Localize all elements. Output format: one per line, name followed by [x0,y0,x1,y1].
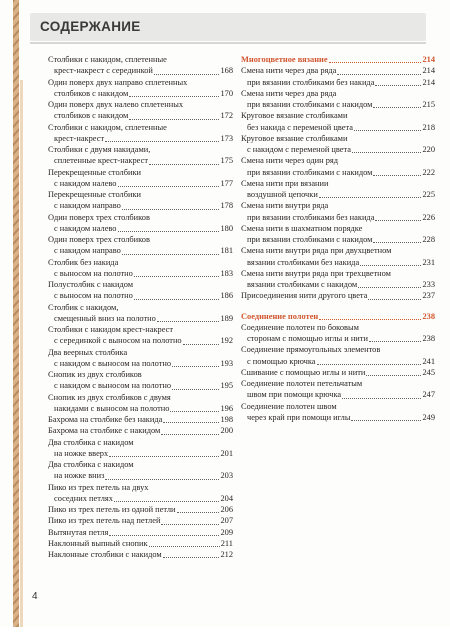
toc-page-number: 238 [422,311,435,321]
dot-leader [342,398,421,399]
toc-entry-title: накидами с выносом на полотно [54,403,170,413]
toc-entry[interactable] [48,538,233,549]
dot-leader [352,152,421,153]
dot-leader [118,231,220,232]
toc-page-number: 231 [422,257,435,267]
toc-entry-title: воздушной цепочки [247,190,318,199]
toc-entry[interactable] [48,425,233,436]
toc-entry-title: на ножке вверх [54,448,109,458]
dot-leader [161,434,219,435]
dot-leader [373,242,421,243]
toc-entry[interactable] [48,369,233,392]
toc-entry[interactable] [48,504,233,515]
toc-entry-title: с накидом направо [54,246,121,256]
dot-leader [337,74,421,75]
toc-entry-title: Наклонные столбики с накидом [48,550,162,559]
toc-entry-title: Соединение полотен по боковым [241,322,359,332]
dot-leader [161,524,219,525]
toc-entry[interactable] [241,223,435,246]
dot-leader [369,341,422,342]
toc-entry-title: Круговое вязание столбиками [241,133,348,143]
toc-page-number: 207 [220,516,233,526]
toc-entry[interactable] [48,77,233,100]
toc-entry[interactable] [48,392,233,415]
toc-entry[interactable] [241,155,435,178]
toc-entry-title: с накидом налево [54,178,117,188]
toc-entry-title: Смена нити внутри ряда при двухцветном [241,246,392,256]
toc-page-number: 222 [422,167,435,177]
toc-entry-title: Смена нити при вязании [241,178,329,188]
toc-entry[interactable] [241,344,435,367]
toc-entry[interactable] [48,302,233,325]
toc-entry-title: Смена нити через два ряда [241,88,337,98]
dot-leader [183,344,220,345]
toc-entry-title: Столбики с накидом, сплетенные [48,55,167,64]
dot-leader [149,164,219,165]
toc-entry[interactable] [241,401,435,424]
toc-page-number: 237 [422,291,435,301]
toc-entry[interactable] [48,515,233,526]
dot-leader [360,265,421,266]
dot-leader [351,420,421,421]
toc-entry-title: Один поверх двух налево сплетенных [48,100,184,109]
toc-entry-title: Соединение прямоугольных элементов [241,345,381,355]
toc-entry[interactable] [241,378,435,401]
toc-page-number: 196 [220,403,233,413]
toc-page-number: 195 [220,381,233,391]
toc-entry-title: Снопик из двух столбиков с двумя [48,392,171,402]
dot-leader [172,366,219,367]
toc-entry[interactable] [241,133,435,156]
toc-entry[interactable] [241,245,435,268]
dot-leader [373,107,421,108]
dot-leader [170,411,219,412]
toc-page-number: 247 [422,390,435,400]
dot-leader [109,535,219,536]
dot-leader [319,319,421,320]
toc-page-number: 193 [220,358,233,368]
toc-entry[interactable] [241,322,435,345]
toc-entry-title: Соединение полотен петельчатым [241,379,363,388]
toc-entry[interactable] [48,144,233,167]
toc-entry-title: с накидом с выносом на полотно [54,358,172,368]
toc-entry[interactable] [48,437,233,460]
toc-page-number: 178 [220,201,233,211]
toc-entry-title: Пико из трех петель на двух [48,482,149,492]
toc-entry-title: Столбики с двумя накидами, [48,145,151,154]
toc-entry[interactable] [48,414,233,425]
toc-entry-title: Полустолбик с накидом [48,280,134,289]
dot-leader [134,276,220,277]
toc-entry-title: Два столбика с накидом [48,460,134,469]
toc-entry[interactable] [48,527,233,538]
toc-page-number: 173 [220,133,233,143]
toc-page-number: 201 [220,448,233,458]
toc-entry[interactable] [241,268,435,291]
toc-entry-title: крест-накрест [54,133,105,143]
dot-leader [317,364,422,365]
toc-entry-title: Круговое вязание столбиками [241,111,348,121]
toc-entry-title: Снопик из двух столбиков [48,370,142,379]
toc-page-number: 214 [422,66,435,76]
toc-entry-title: Столбик с накидом, [48,302,119,312]
dot-leader [358,287,421,288]
dot-leader [114,501,220,502]
toc-page-number: 189 [220,313,233,323]
toc-entry[interactable] [241,290,435,301]
toc-page-number: 186 [220,291,233,301]
toc-section-entry[interactable] [241,54,435,65]
dot-leader [373,175,421,176]
toc-page-number: 220 [422,145,435,154]
dot-leader [109,456,219,457]
toc-page-number: 211 [220,538,233,548]
toc-page-number: 233 [422,280,435,289]
toc-entry[interactable] [241,88,435,111]
toc-entry-title: столбиков с накидом [54,111,129,121]
toc-entry-title: Соединение полотен [241,311,319,321]
toc-page-number: 172 [220,111,233,121]
toc-entry-title: Один поверх трех столбиков [48,212,150,222]
toc-entry-title: через край при помощи иглы [247,412,351,422]
toc-entry-title: Бахрома на столбике с накидом [48,426,161,436]
dot-leader [319,197,422,198]
toc-entry[interactable] [48,482,233,505]
toc-entry[interactable] [48,212,233,235]
toc-entry[interactable] [48,99,233,122]
toc-entry-title: при вязании столбиками с накидом [247,167,373,177]
toc-page-number: 214 [422,55,435,64]
toc-entry-title: сторонам с помощью иглы и нити [247,334,368,343]
toc-entry-title: Сшивание с помощью иглы и нити [241,367,366,377]
dot-leader [172,389,219,390]
toc-page-number: 214 [422,77,435,87]
toc-left-column [48,54,233,560]
toc-entry-title: Столбик без накида [48,257,119,267]
toc-page-number: 204 [220,493,233,503]
dot-leader [157,321,220,322]
toc-page-number: 192 [220,336,233,346]
toc-entry-title: с накидом направо [54,201,121,211]
toc-entry-title: Один поверх двух направо сплетенных [48,77,188,87]
toc-page-number: 206 [220,505,233,514]
toc-entry-title: Перекрещенные столбики [48,167,142,177]
toc-entry-title: швом при помощи крючка [247,390,342,400]
toc-right-column [241,54,435,423]
toc-entry-title: Пико из трех петель из одной петли [48,505,176,514]
toc-page-number: 228 [422,235,435,244]
toc-entry-title: столбиков с накидом [54,88,129,98]
toc-entry-title: Два столбика с накидом [48,437,134,447]
toc-entry-title: при вязании столбиками без накида [247,212,375,222]
toc-entry-title: при вязании столбиками с накидом [247,100,373,109]
toc-entry-title: с выносом на полотно [54,291,133,301]
toc-entry[interactable] [48,549,233,560]
toc-entry-title: Смена нити через два ряда [241,66,337,76]
toc-section-entry[interactable] [241,311,435,322]
toc-entry-title: Смена нити внутри ряда [241,201,329,211]
toc-entry-title: Бахрома на столбике без накида [48,415,163,424]
toc-entry-title: с накидом с выносом на полотно [54,381,172,391]
toc-entry-title: сплетенные крест-накрест [54,156,148,166]
toc-entry-title: смещенный вниз на полотно [54,313,156,323]
toc-page-number: 249 [422,412,435,422]
toc-page-number: 203 [220,471,233,481]
toc-entry[interactable] [48,189,233,212]
toc-entry-title: без накида с переменой цвета [247,122,353,132]
toc-entry[interactable] [48,54,233,77]
dot-leader [122,209,220,210]
toc-page-number: 245 [422,367,435,377]
toc-entry-title: с выносом на полотно [54,268,133,278]
toc-entry-title: с накидом с переменой цвета [247,145,352,154]
toc-entry-title: Наклонный выпный снопик [48,538,148,548]
toc-entry-title: Пико из трех петель над петлей [48,516,161,526]
toc-entry-title: Смена нити внутри ряда при трехцветном [241,268,391,278]
toc-entry-title: с помощью крючка [247,356,316,366]
toc-entry[interactable] [241,65,435,76]
dot-leader [163,557,220,558]
toc-entry-title: Столбики с накидом, сплетенные [48,122,167,132]
toc-page-number: 181 [220,246,233,256]
toc-page-number: 175 [220,156,233,166]
toc-entry-title: Присоединения нити другого цвета [241,291,368,301]
toc-entry-title: Перекрещенные столбики [48,190,142,199]
dot-leader [154,74,220,75]
dot-leader [354,130,421,131]
toc-entry-title: Один поверх трех столбиков [48,235,150,244]
toc-page-number: 226 [422,212,435,222]
dot-leader [375,85,421,86]
dot-leader [375,220,421,221]
toc-entry-title: Вытянутая петля [48,527,109,537]
dot-leader [134,299,220,300]
toc-entry-title: Многоцветное вязание [241,55,328,64]
toc-entry[interactable] [48,459,233,482]
toc-entry[interactable] [48,167,233,190]
dot-leader [105,479,219,480]
dot-leader [129,119,219,120]
dot-leader [122,254,220,255]
dot-leader [329,62,422,63]
toc-entry[interactable] [48,347,233,370]
dot-leader [163,422,219,423]
toc-entry[interactable] [241,110,435,133]
toc-entry-title: с накидом налево [54,223,117,233]
toc-entry-title: Два веерных столбика [48,347,128,357]
toc-page-number: 200 [220,426,233,436]
toc-entry[interactable] [241,77,435,88]
toc-page-number: 218 [422,122,435,132]
toc-page-number: 183 [220,268,233,278]
toc-entry-title: на ножке вниз [54,471,105,481]
toc-entry-title: при вязании столбиками с накидом [247,235,373,244]
toc-entry-title: Столбики с накидом крест-накрест [48,325,174,334]
toc-page-number: 168 [220,66,233,76]
toc-page-number: 177 [220,178,233,188]
toc-entry-title: соседних петлях [54,493,113,503]
toc-page-number: 170 [220,88,233,98]
toc-entry[interactable] [241,178,435,201]
dot-leader [105,141,219,142]
toc-entry-title: крест-накрест с серединкой [54,66,153,76]
toc-page-number: 212 [220,550,233,559]
toc-entry-title: Смена нити через один ряд [241,156,338,166]
dot-leader [129,96,219,97]
toc-entry[interactable] [48,324,233,347]
toc-entry[interactable] [241,200,435,223]
toc-entry-title: при вязании столбиками без накида [247,77,375,87]
toc-entry[interactable] [48,279,233,302]
toc-entry-title: Соединение полотен швом [241,401,337,411]
toc-header [30,13,426,41]
header-divider [30,42,426,44]
toc-page-number: 215 [422,100,435,109]
page-number: 4 [32,591,38,602]
toc-page-number: 180 [220,223,233,233]
toc-page-number: 225 [422,190,435,199]
toc-entry[interactable] [241,367,435,378]
toc-page-number: 198 [220,415,233,424]
toc-entry-title: вязании столбиками без накида [247,257,360,267]
page-title: СОДЕРЖАНИЕ [40,19,141,34]
toc-entry[interactable] [48,122,233,145]
toc-entry-title: Смена нити в шахматном порядке [241,223,363,233]
toc-entry[interactable] [48,257,233,280]
dot-leader [149,546,220,547]
dot-leader [118,186,220,187]
toc-entry-title: вязании столбиками с накидом [247,280,358,289]
toc-entry[interactable] [48,234,233,257]
toc-page-number: 238 [422,334,435,343]
toc-page-number: 209 [220,527,233,537]
toc-page-number: 241 [422,356,435,366]
dot-leader [368,299,421,300]
dot-leader [366,375,421,376]
dot-leader [177,512,220,513]
toc-entry-title: с серединкой с выносом на полотно [54,336,182,346]
rope-decoration [6,0,28,627]
